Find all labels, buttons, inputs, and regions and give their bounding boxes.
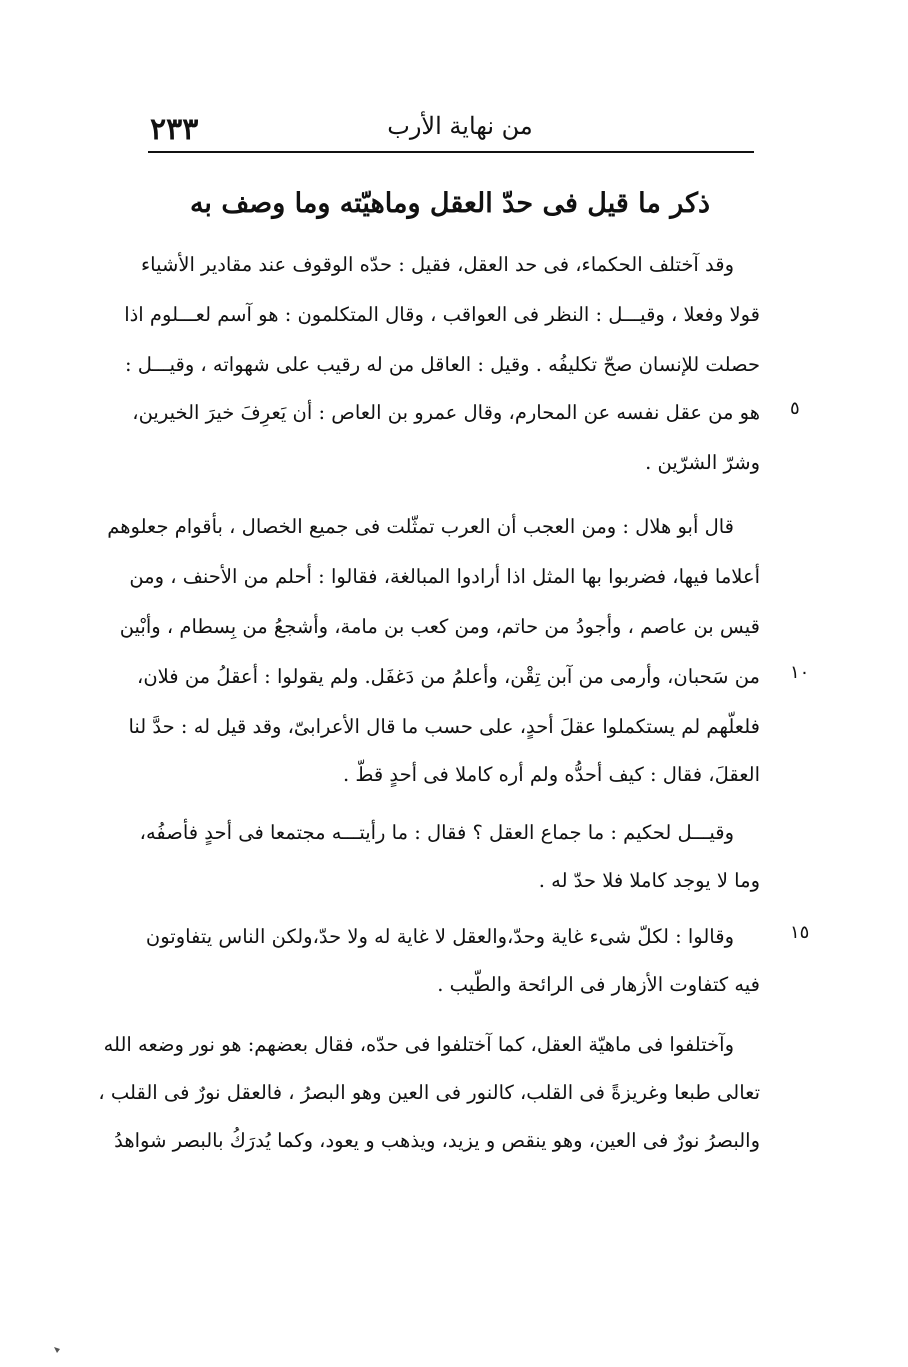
text-line: من سَحبان، وأرمى من آبن تِقْن، وأعلمُ من دَغفَل. ولم يقولوا : أعقلُ من فلان، [137,665,760,688]
text-line: وقد آختلف الحكماء، فى حد العقل، فقيل : حدّه الوقوف عند مقادير الأشياء [140,253,734,276]
text-line: أعلاما فيها، فضربوا بها المثل اذا أرادوا المبالغة، فقالوا : أحلم من الأحنف ، ومن [129,565,760,588]
text-line: وقالوا : لكلّ شىء غاية وحدّ،والعقل لا غاية له ولا حدّ،ولكن الناس يتفاوتون [145,925,734,948]
text-line: هو من عقل نفسه عن المحارم، وقال عمرو بن العاص : أن يَعرِفَ خيرَ الخيرين، [132,401,760,424]
text-line: فيه كتفاوت الأزهار فى الرائحة والطّيب . [437,973,760,996]
text-line: وما لا يوجد كاملا فلا حدّ له . [538,869,760,892]
text-line: فلعلّهم لم يستكملوا عقلَ أحدٍ، على حسب ما قال الأعرابىّ، وقد قيل له : حدَّ لنا [128,715,760,738]
text-line: حصلت للإنسان صحّ تكليفُه . وقيل : العاقل من له رقيب على شهواته ، وقيـــل : [124,353,760,376]
text-line: تعالى طبعا وغريزةً فى القلب، كالنور فى العين وهو البصرُ ، فالعقل نورٌ فى القلب ، [98,1081,760,1104]
text-line: وشرّ الشرّين . [645,451,760,474]
running-head: من نهاية الأرب [387,112,533,140]
margin-line-number: ٥ [790,398,800,419]
text-line: قيس بن عاصم ، وأجودُ من حاتم، ومن كعب بن مامة، وأشجعُ من بِسطام ، وأبْين [119,615,760,638]
margin-line-number: ١٠ [790,662,810,683]
section-title: ذكر ما قيل فى حدّ العقل وماهيّته وما وصف به [189,188,711,219]
text-line: وآختلفوا فى ماهيّة العقل، كما آختلفوا فى حدّه، فقال بعضهم: هو نور وضعه الله [103,1033,734,1056]
text-line: وقيـــل لحكيم : ما جماع العقل ؟ فقال : ما رأيتـــه مجتمعا فى أحدٍ فأصفُه، [139,821,734,844]
header-rule [148,151,754,153]
text-line: قال أبو هلال : ومن العجب أن العرب تمثّلت فى جميع الخصال ، بأقوام جعلوهم [107,515,734,538]
page-number: ٢٣٣ [150,112,199,147]
scan-speck [52,1345,62,1355]
margin-line-number: ١٥ [790,922,810,943]
text-line: العقلَ، فقال : كيف أحدُّه ولم أره كاملا فى أحدٍ قطّ . [342,763,760,786]
text-line: قولا وفعلا ، وقيـــل : النظر فى العواقب ، وقال المتكلمون : هو آسم لعـــلوم اذا [124,303,760,326]
text-line: والبصرُ نورٌ فى العين، وهو ينقص و يزيد، ويذهب و يعود، وكما يُدرَكُ بالبصر شواهدُ [114,1129,760,1152]
